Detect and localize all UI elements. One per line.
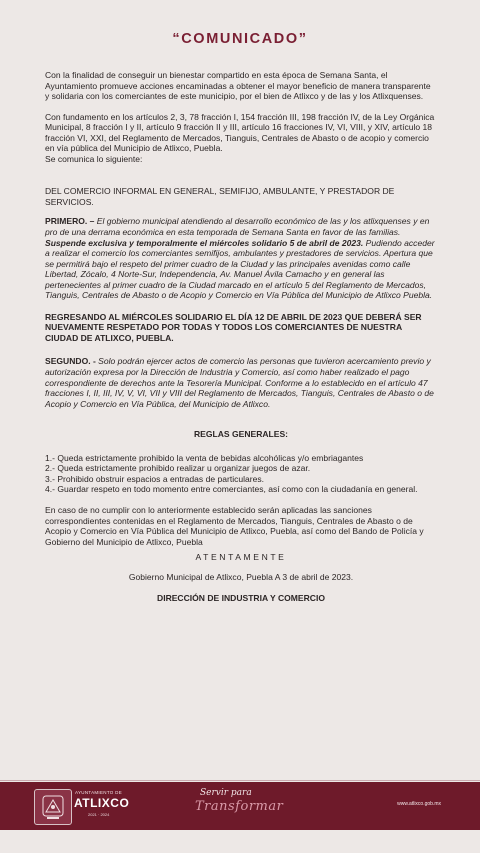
subject-paragraph: DEL COMERCIO INFORMAL EN GENERAL, SEMIFIJO, AMBULANTE, Y PRESTADOR DE SERVICIOS. [45, 186, 395, 207]
department-name: DIRECCIÓN DE INDUSTRIA Y COMERCIO [157, 593, 325, 604]
coat-of-arms-icon [34, 789, 72, 825]
sanctions-paragraph: En caso de no cumplir con lo anteriormente establecido serán aplicadas las sanciones correspondientes contenidas en el Reglamento de Mercados, Tianguis, Centrales de Abasto o de Acopio y Comercio en Vía Pública del Municipio de Atlixco, Puebla, así como del Bando de Policía y Gobierno del Municipio de Atlixco, Puebla [45, 504, 424, 547]
primero-text-c: Pudiendo acceder a realizar el comercio los comerciantes semifijos, ambulantes y prestadores de servicios. Apertura que se permitirá bajo el respeto del primer cuadro de la Ciudad y las principales avenidas como calle Libertad, Zócalo, 4 Norte-Sur, Independencia, Av. Manuel Ávila Camacho y en general las pertenecientes al primer cuadro de la Ciudad marcado en el artículo 5 del Reglamento de Mercados, Tianguis, Centrales de Abasto o de Acopio y Comercio en Vía Pública del Municipio de Atlixco Puebla. [45, 237, 435, 301]
rule-item-2: 2.- Queda estrictamente prohibido realizar u organizar juegos de azar. [45, 463, 311, 474]
slogan-top: Servir para [200, 788, 252, 798]
document-body [45, 70, 437, 604]
rule-item-1: 1.- Queda estrictamente prohibido la venta de bebidas alcohólicas y/o embriagantes [45, 452, 364, 463]
rule-item-3: 3.- Prohibido obstruir espacios a entradas de particulares. [45, 473, 265, 484]
rule-item-4: 4.- Guardar respeto en todo momento entre comerciantes, así como con la ciudadanía en general. [45, 484, 418, 495]
footer-divider [0, 780, 480, 781]
footer-banner [0, 782, 480, 830]
website-link[interactable]: www.atlixco.gob.mx [397, 801, 441, 807]
org-name: ATLIXCO [74, 796, 130, 810]
page-title: “COMUNICADO” [172, 31, 308, 47]
municipal-logo [30, 788, 140, 824]
notice-line: Se comunica lo siguiente: [45, 153, 143, 164]
org-prefix: AYUNTAMIENTO DE [75, 790, 123, 795]
intro-paragraph: Con la finalidad de conseguir un bienestar compartido en esta época de Semana Santa, el Ayuntamiento promueve acciones encaminadas a obtener el mayor beneficio de manera transparente y solidaria con los comerciantes de este municipio, por el bien de Atlixco y de las y los Atlixquenses. [45, 70, 431, 102]
segundo-text: Solo podrán ejercer actos de comercio las personas que tuvieron acercamiento previo y autorización expresa por la Dirección de Industria y Comercio, así como haber realizado el pago correspondiente de derechos ante la Tesorería Municipal. Conforme a lo establecido en el artículo 47 fracciones I, II, III, IV, V, VI, VII y VIII del Reglamento de Mercados, Tianguis, Centrales de Abasto o de Acopio y Comercio en Vía Pública, del Municipio de Atlixco. [45, 356, 434, 409]
rules-heading: REGLAS GENERALES: [193, 429, 289, 440]
legal-basis-paragraph: Con fundamento en los artículos 2, 3, 78 fracción I, 154 fracción III, 198 fracción IV, de la Ley Orgánica Municipal, 8 fracción I y II, artículo 9 fracción II y III, artículo 16 fracciones IV, VI, VIII, y XIV, artículo 18 fracción VI, XXI, del Reglamento de Mercados, Tianguis, Centrales de Abasto o de acopio y comercio en vía pública del Municipio de Atlixco, Puebla. [45, 111, 435, 154]
return-notice: REGRESANDO AL MIÉRCOLES SOLIDARIO EL DÍA 12 DE ABRIL DE 2023 QUE DEBERÁ SER NUEVAMENTE RESPETADO POR TODAS Y TODOS LOS COMERCIANTES DE NUESTRA CIUDAD DE ATLIXCO, PUEBLA. [45, 311, 422, 343]
primero-text-a: El gobierno municipal atendiendo al desarrollo económico de las y los atlixquenses y en pro de una derrama económica en esta temporada de Semana Santa en favor de las familias. [45, 216, 430, 238]
org-term: 2021 · 2024 [88, 812, 110, 817]
signature-line: Gobierno Municipal de Atlixco, Puebla A 3 de abril de 2023. [128, 571, 354, 582]
segundo-paragraph [45, 356, 437, 409]
primero-suspension: Suspende exclusiva y temporalmente el miércoles solidario 5 de abril de 2023. [45, 237, 364, 248]
segundo-label: SEGUNDO. - [45, 356, 96, 367]
primero-label: PRIMERO. – [45, 216, 95, 227]
primero-paragraph [45, 216, 437, 300]
slogan-bottom: Transformar [195, 799, 284, 814]
closing-salutation: ATENTAMENTE [195, 552, 287, 563]
